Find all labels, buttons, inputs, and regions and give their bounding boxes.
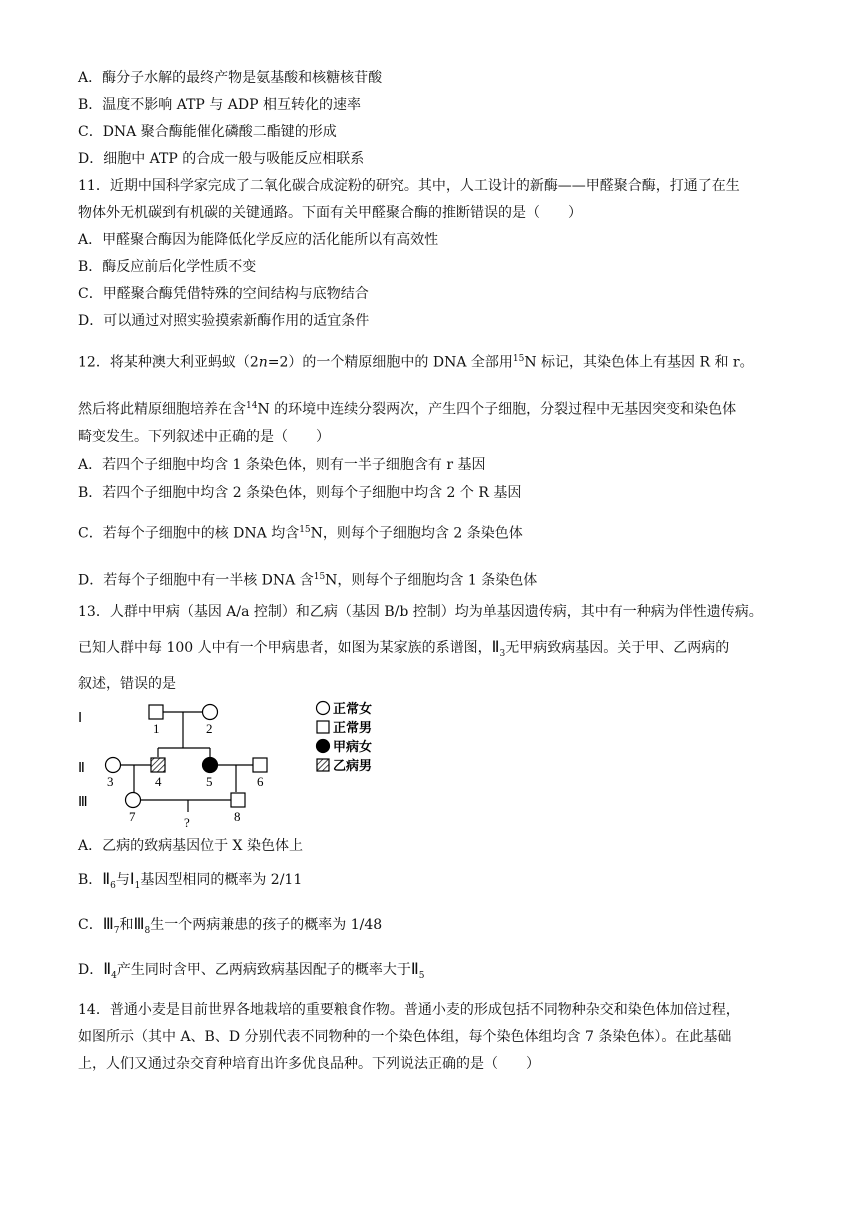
q11-option-d: D．可以通过对照实验摸索新酶作用的适宜条件 — [78, 313, 370, 329]
q13-option-c-text: C． — [78, 917, 103, 933]
q13-option-c-text: 生一个两病兼患的孩子的概率为 1/48 — [150, 917, 383, 933]
q13-option-d-text: 产生同时含甲、乙两病致病基因配子的概率大于 — [116, 962, 411, 978]
individual-subscript: 8 — [144, 925, 151, 936]
generation-numeral: Ⅲ — [133, 916, 145, 933]
q10-option-a: A．酶分子水解的最终产物是氨基酸和核糖核苷酸 — [78, 70, 383, 86]
individual-II5-affected-female-a — [203, 758, 218, 773]
isotope-superscript: 14 — [246, 401, 258, 411]
q13-stem-line-3: 叙述，错误的是 — [78, 676, 176, 692]
individual-number: 7 — [129, 809, 136, 824]
individual-number: 3 — [107, 774, 114, 789]
q12-stem-n: n — [258, 354, 268, 371]
individual-number: 5 — [206, 774, 213, 789]
individual-number: 6 — [257, 774, 264, 789]
individual-number: 1 — [153, 721, 160, 736]
q14-line-2: 如图所示（其中 A、B、D 分别代表不同物种的一个染色体组，每个染色体组均含 7 条染色体）。在此基础 — [78, 1029, 732, 1045]
isotope-superscript: 15 — [313, 572, 326, 582]
individual-subscript: 4 — [111, 970, 117, 981]
generation-label-2: Ⅱ — [78, 761, 85, 776]
q12-option-c-text: C．若每个子细胞中的核 DNA 均含 — [78, 525, 300, 542]
q11-option-c: C．甲醛聚合酶凭借特殊的空间结构与底物结合 — [78, 286, 369, 302]
legend-normal-female-icon — [317, 702, 330, 715]
individual-subscript: 6 — [110, 880, 116, 891]
q11-option-b: B．酶反应前后化学性质不变 — [78, 259, 257, 275]
q13-option-c-text: 和 — [119, 917, 134, 933]
individual-III8-normal-male — [231, 793, 245, 807]
q12-option-d-text: N，则每个子细胞均含 1 条染色体 — [325, 572, 538, 589]
individual-II6-normal-male — [253, 758, 267, 772]
individual-I2-normal-female — [203, 705, 218, 720]
generation-numeral: Ⅱ — [103, 961, 112, 978]
individual-number: 2 — [206, 721, 213, 736]
q12-option-c-text: N，则每个子细胞均含 2 条染色体 — [310, 525, 523, 542]
individual-subscript: 7 — [113, 925, 120, 936]
individual-III7-normal-female — [126, 793, 141, 808]
individual-II3-normal-female — [106, 758, 121, 773]
q12-option-c — [78, 520, 523, 544]
q13-option-d-text: D． — [78, 962, 104, 978]
individual-I1-normal-male — [149, 705, 163, 719]
q10-option-b: B．温度不影响 ATP 与 ADP 相互转化的速率 — [78, 97, 361, 113]
generation-label-1: Ⅰ — [78, 711, 83, 726]
pedigree-chart — [76, 700, 386, 830]
q13-stem-line-2 — [78, 638, 729, 664]
q12-stem-text: 然后将此精原细胞培养在含 — [78, 401, 246, 418]
q14-line-3: 上，人们又通过杂交育种培育出许多优良品种。下列说法正确的是（ ） — [78, 1056, 540, 1072]
q14-line-1: 14．普通小麦是目前世界各地栽培的重要粮食作物。普通小麦的形成包括不同物种杂交和染色体加倍过程， — [78, 1002, 740, 1018]
individual-subscript: 5 — [418, 970, 425, 981]
individual-number: 4 — [155, 774, 162, 789]
q11-stem-line-1: 11．近期中国科学家完成了二氧化碳合成淀粉的研究。其中，人工设计的新酶——甲醛聚合酶，打通了在生 — [78, 178, 740, 194]
legend-label: 正常女 — [333, 702, 373, 717]
q12-stem-text: =2）的一个精原细胞中的 DNA 全部用 — [267, 354, 513, 371]
q10-option-d: D．细胞中 ATP 的合成一般与吸能反应相联系 — [78, 151, 365, 167]
generation-numeral: Ⅲ — [102, 916, 114, 933]
q12-option-b: B．若四个子细胞中均含 2 条染色体，则每个子细胞中均含 2 个 R 基因 — [78, 485, 522, 501]
q12-option-d — [78, 567, 537, 591]
q12-stem-text: N 标记，其染色体上有基因 R 和 r。 — [524, 354, 754, 371]
legend-affected-male-b-icon — [317, 759, 329, 771]
legend-label: 正常男 — [333, 721, 373, 736]
q12-option-d-text: D．若每个子细胞中有一半核 DNA 含 — [78, 572, 314, 589]
q11-stem-line-2: 物体外无机碳到有机碳的关键通路。下面有关甲醛聚合酶的推断错误的是（ ） — [78, 205, 582, 221]
legend-label: 甲病女 — [333, 740, 373, 755]
q12-option-a: A．若四个子细胞中均含 1 条染色体，则有一半子细胞含有 r 基因 — [78, 457, 486, 473]
individual-subscript: 1 — [134, 880, 141, 891]
q13-stem-line-1: 13．人群中甲病（基因 A/a 控制）和乙病（基因 B/b 控制）均为单基因遗传病，其中有一种病为伴性遗传病。 — [78, 604, 763, 620]
q13-option-b-text: 基因型相同的概率为 2/11 — [140, 872, 303, 888]
q13-option-b — [78, 870, 302, 896]
individual-subscript: 3 — [499, 648, 506, 659]
generation-numeral: Ⅱ — [102, 871, 111, 888]
legend-affected-female-a-icon — [317, 740, 330, 753]
individual-number: 8 — [234, 809, 241, 824]
q13-option-b-text: B． — [78, 872, 103, 888]
q12-stem-text: N 的环境中连续分裂两次，产生四个子细胞，分裂过程中无基因突变和染色体 — [257, 401, 737, 418]
q10-option-c: C．DNA 聚合酶能催化磷酸二酯键的形成 — [78, 124, 337, 140]
q13-option-b-text: 与 — [115, 872, 130, 888]
q12-stem-line-1 — [78, 349, 754, 373]
unknown-child-mark: ? — [184, 815, 190, 830]
q13-option-d — [78, 960, 424, 986]
q11-option-a: A．甲醛聚合酶因为能降低化学反应的活化能所以有高效性 — [78, 232, 439, 248]
q13-option-a: A．乙病的致病基因位于 X 染色体上 — [78, 838, 303, 854]
generation-label-3: Ⅲ — [78, 795, 88, 810]
q12-stem-text: 12．将某种澳大利亚蚂蚁（2 — [78, 354, 259, 371]
q12-stem-line-2 — [78, 396, 736, 420]
isotope-superscript: 15 — [512, 354, 525, 364]
generation-numeral: Ⅱ — [491, 639, 500, 656]
q13-stem-text: 已知人群中每 100 人中有一个甲病患者，如图为某家族的系谱图， — [78, 640, 492, 656]
generation-numeral: Ⅰ — [129, 871, 135, 888]
individual-II4-affected-male-b — [151, 758, 165, 772]
q13-stem-text: 无甲病致病基因。关于甲、乙两病的 — [505, 640, 730, 656]
q13-option-c — [78, 915, 382, 941]
q12-stem-line-3: 畸变发生。下列叙述中正确的是（ ） — [78, 429, 330, 445]
isotope-superscript: 15 — [299, 525, 311, 535]
legend-label: 乙病男 — [333, 759, 373, 774]
generation-numeral: Ⅱ — [410, 961, 419, 978]
legend-normal-male-icon — [317, 721, 329, 733]
